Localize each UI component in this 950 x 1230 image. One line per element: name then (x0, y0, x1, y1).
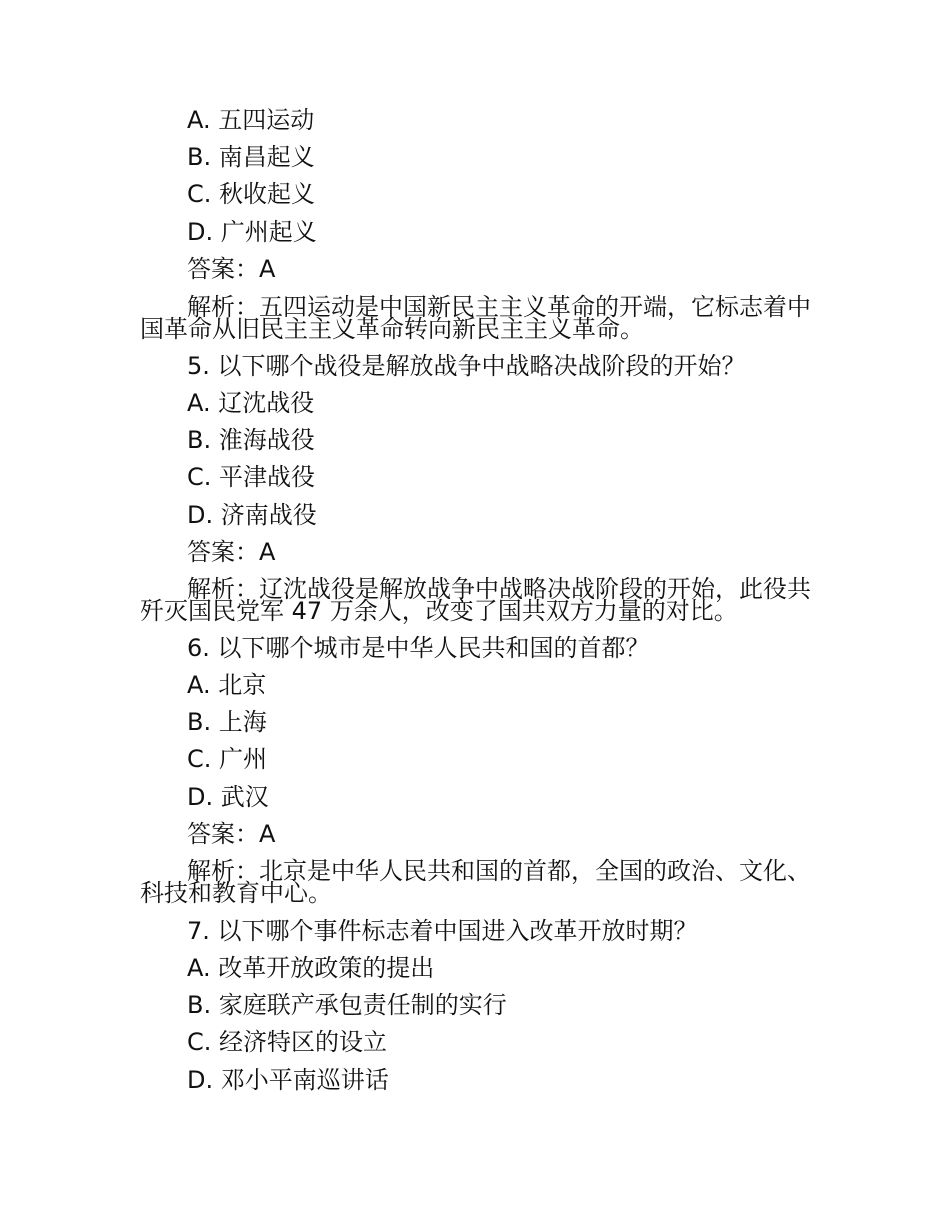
answer-text: 答案：A (187, 255, 276, 283)
explanation-text: 解析：五四运动是中国新民主主义革命的开端，它标志着中国革命从旧民主主义革命转向新民主主义革命。 (140, 293, 811, 343)
option-b: B. 家庭联产承包责任制的实行 (187, 991, 507, 1019)
explanation-text: 解析：北京是中华人民共和国的首都，全国的政治、文化、科技和教育中心。 (140, 857, 811, 907)
answer-text: 答案：A (187, 820, 276, 848)
question-text: 5. 以下哪个战役是解放战争中战略决战阶段的开始？ (187, 352, 746, 380)
option-c: C. 广州 (187, 745, 268, 773)
option-d: D. 济南战役 (187, 501, 317, 529)
option-a: A. 五四运动 (187, 106, 315, 134)
option-d: D. 邓小平南巡讲话 (187, 1066, 389, 1094)
option-d: D. 武汉 (187, 783, 269, 811)
option-c: C. 经济特区的设立 (187, 1028, 388, 1056)
option-a: A. 北京 (187, 671, 267, 699)
option-c: C. 平津战役 (187, 463, 316, 491)
option-b: B. 上海 (187, 708, 267, 736)
option-a: A. 改革开放政策的提出 (187, 954, 435, 982)
question-text: 6. 以下哪个城市是中华人民共和国的首都？ (187, 634, 650, 662)
option-a: A. 辽沈战役 (187, 389, 315, 417)
question-text: 7. 以下哪个事件标志着中国进入改革开放时期？ (187, 917, 698, 945)
explanation-text: 解析：辽沈战役是解放战争中战略决战阶段的开始，此役共歼灭国民党军 47 万余人，改变了国共双方力量的对比。 (140, 575, 811, 625)
option-c: C. 秋收起义 (187, 180, 316, 208)
answer-text: 答案：A (187, 538, 276, 566)
option-b: B. 南昌起义 (187, 143, 315, 171)
option-b: B. 淮海战役 (187, 426, 315, 454)
option-d: D. 广州起义 (187, 218, 317, 246)
